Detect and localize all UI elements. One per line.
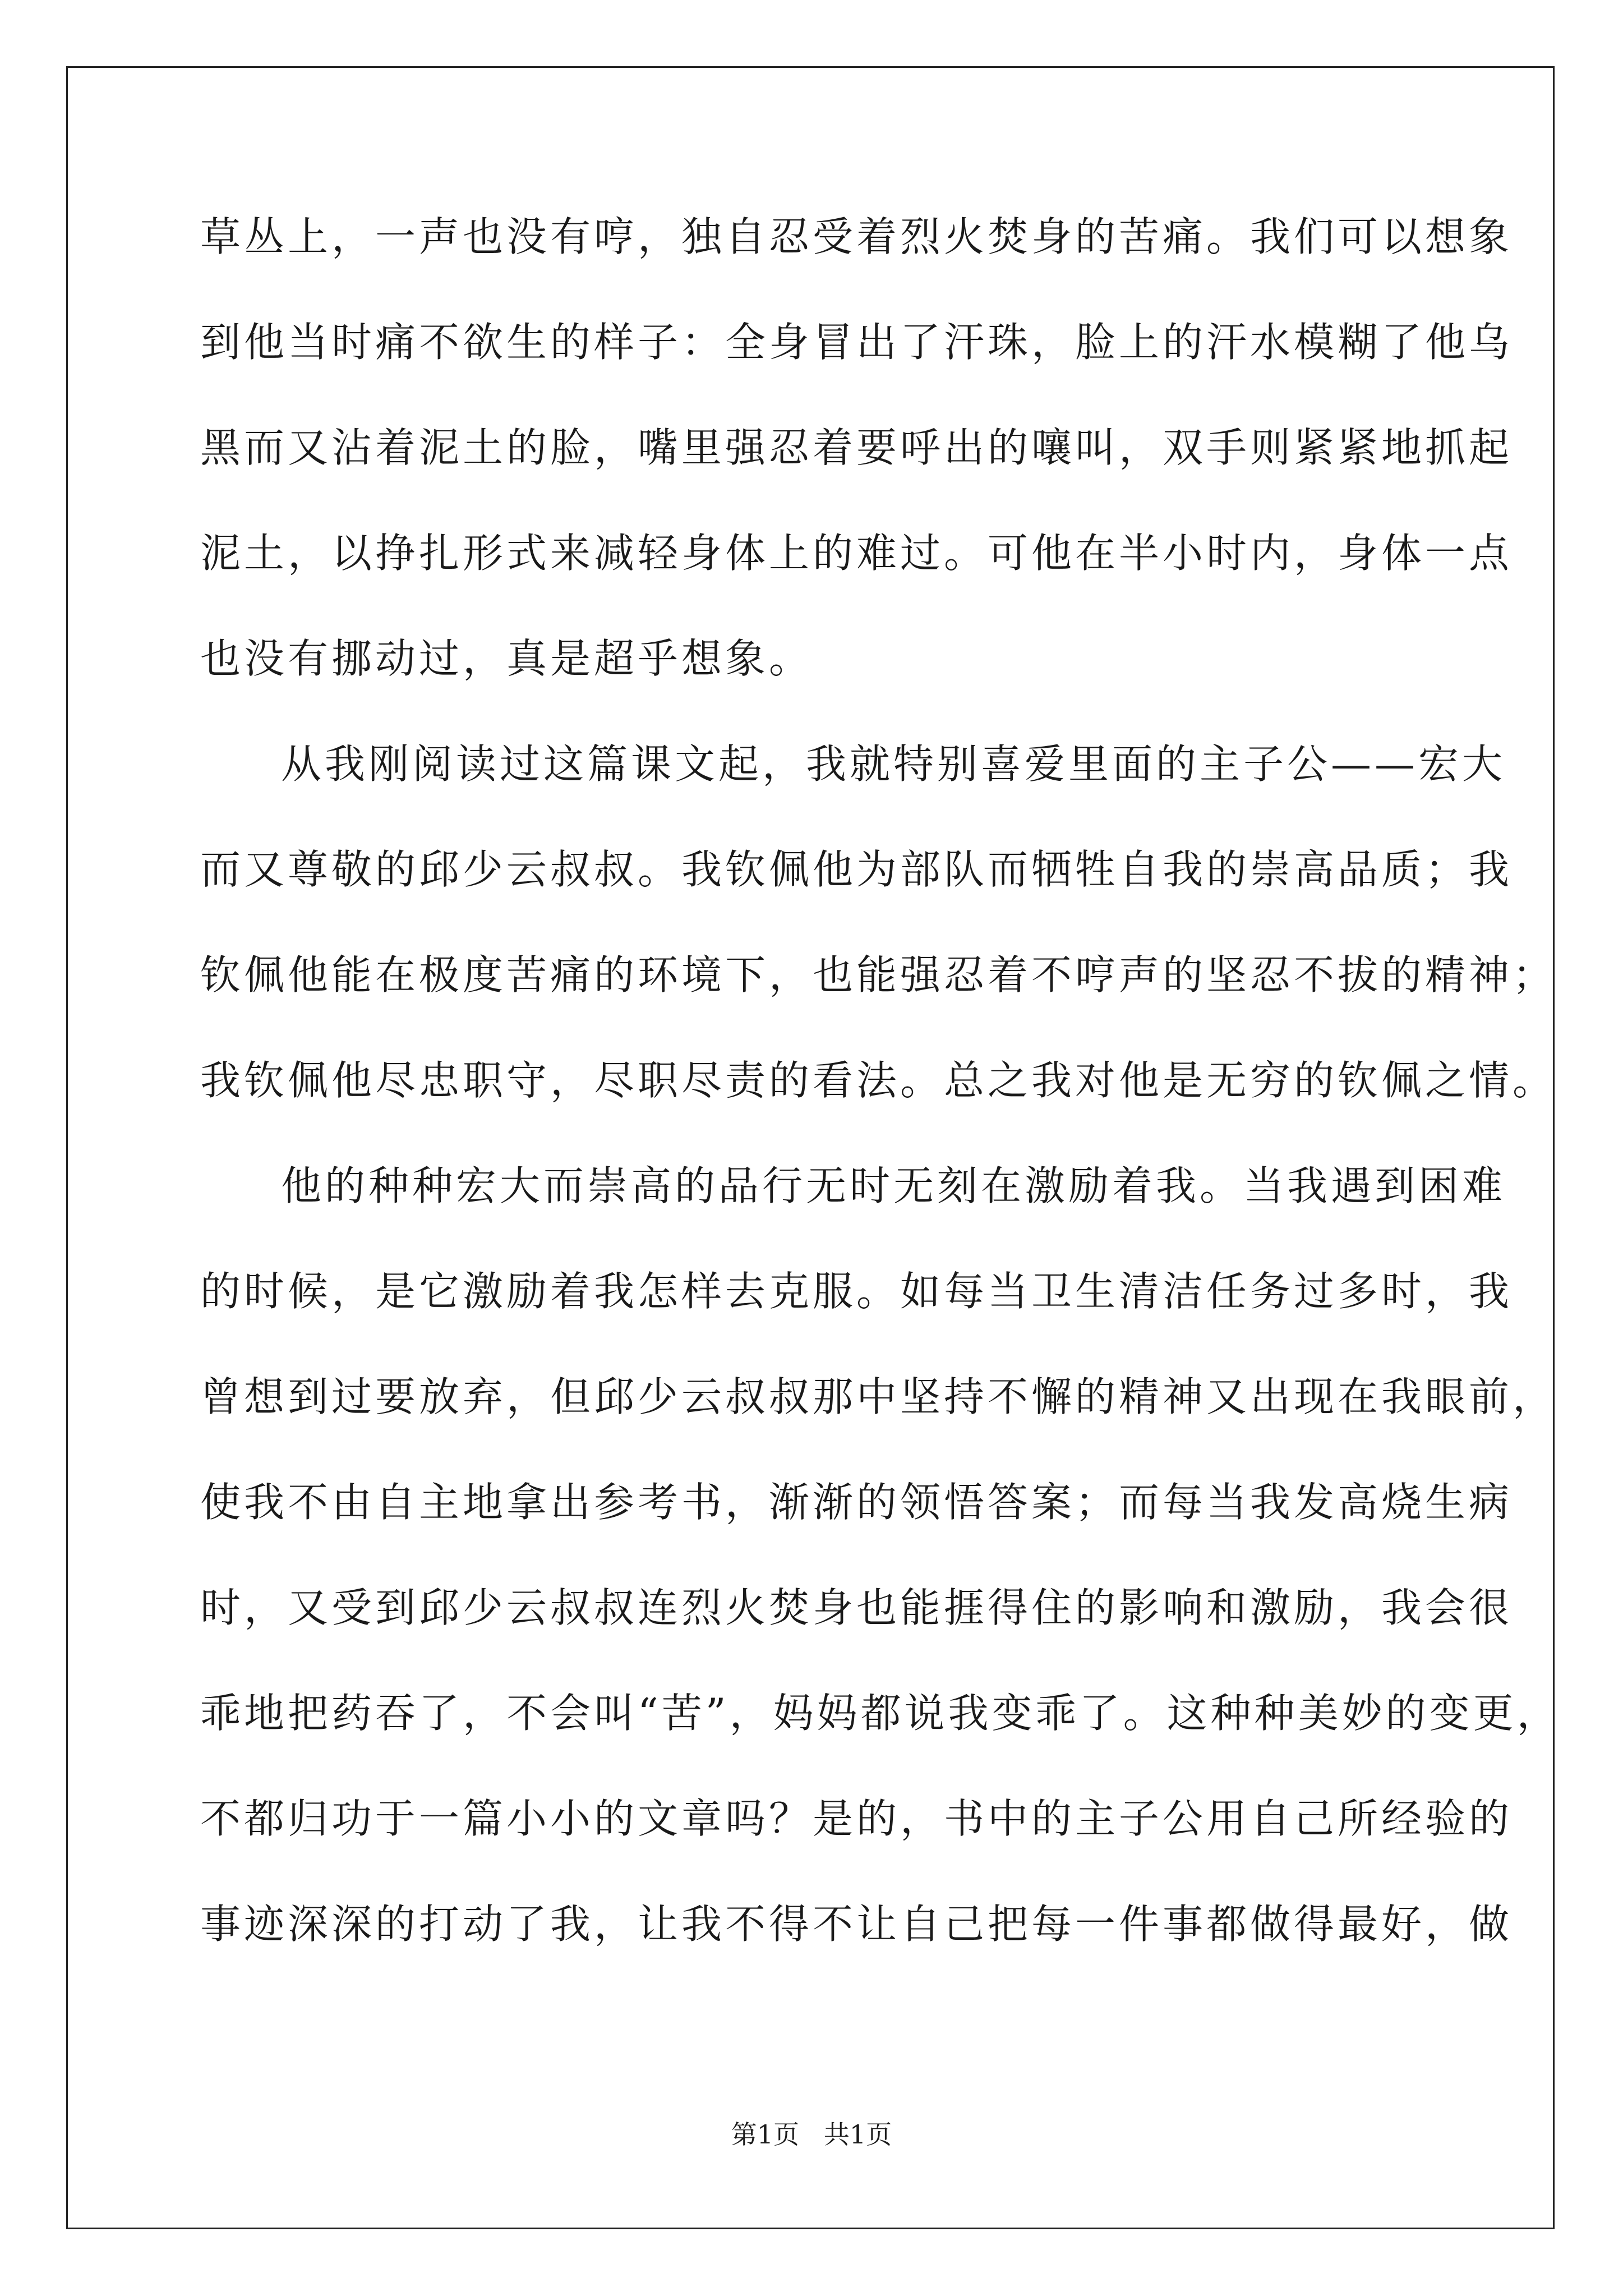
text-line: 乖地把药吞了，不会叫“苦”，妈妈都说我变乖了。这种种美妙的变更， — [200, 1690, 1561, 1737]
text-line: 时，又受到邱少云叔叔连烈火焚身也能捱得住的影响和激励，我会很 — [200, 1584, 1513, 1631]
text-line: 事迹深深的打动了我，让我不得不让自己把每一件事都做得最好，做 — [200, 1901, 1513, 1948]
text-line: 的时候，是它激励着我怎样去克服。如每当卫生清洁任务过多时，我 — [200, 1268, 1513, 1315]
text-line: 我钦佩他尽忠职守，尽职尽责的看法。总之我对他是无穷的钦佩之情。 — [200, 1057, 1557, 1104]
text-line: 到他当时痛不欲生的样子：全身冒出了汗珠，脸上的汗水模糊了他乌 — [200, 319, 1513, 366]
text-line: 黑而又沾着泥土的脸，嘴里强忍着要呼出的嚷叫，双手则紧紧地抓起 — [200, 424, 1513, 471]
text-line: 使我不由自主地拿出参考书，渐渐的领悟答案；而每当我发高烧生病 — [200, 1479, 1513, 1526]
text-line: 不都归功于一篇小小的文章吗？是的，书中的主子公用自己所经验的 — [200, 1795, 1513, 1842]
text-line: 也没有挪动过，真是超乎想象。 — [200, 635, 813, 682]
paragraph-first-line: 从我刚阅读过这篇课文起，我就特别喜爱里面的主子公——宏大 — [281, 740, 1506, 788]
document-body — [200, 209, 1561, 2001]
text-line: 曾想到过要放弃，但邱少云叔叔那中坚持不懈的精神又出现在我眼前， — [200, 1373, 1557, 1420]
text-line: 钦佩他能在极度苦痛的环境下，也能强忍着不哼声的坚忍不拔的精神； — [200, 951, 1557, 999]
text-line: 泥土，以挣扎形式来减轻身体上的难过。可他在半小时内，身体一点 — [200, 530, 1513, 577]
page-number-footer: 第1页 共1页 — [731, 2119, 892, 2150]
paragraph-first-line: 他的种种宏大而崇高的品行无时无刻在激励着我。当我遇到困难 — [281, 1162, 1506, 1209]
text-line: 而又尊敬的邱少云叔叔。我钦佩他为部队而牺牲自我的崇高品质；我 — [200, 846, 1513, 893]
text-line: 草丛上，一声也没有哼，独自忍受着烈火焚身的苦痛。我们可以想象 — [200, 213, 1513, 260]
